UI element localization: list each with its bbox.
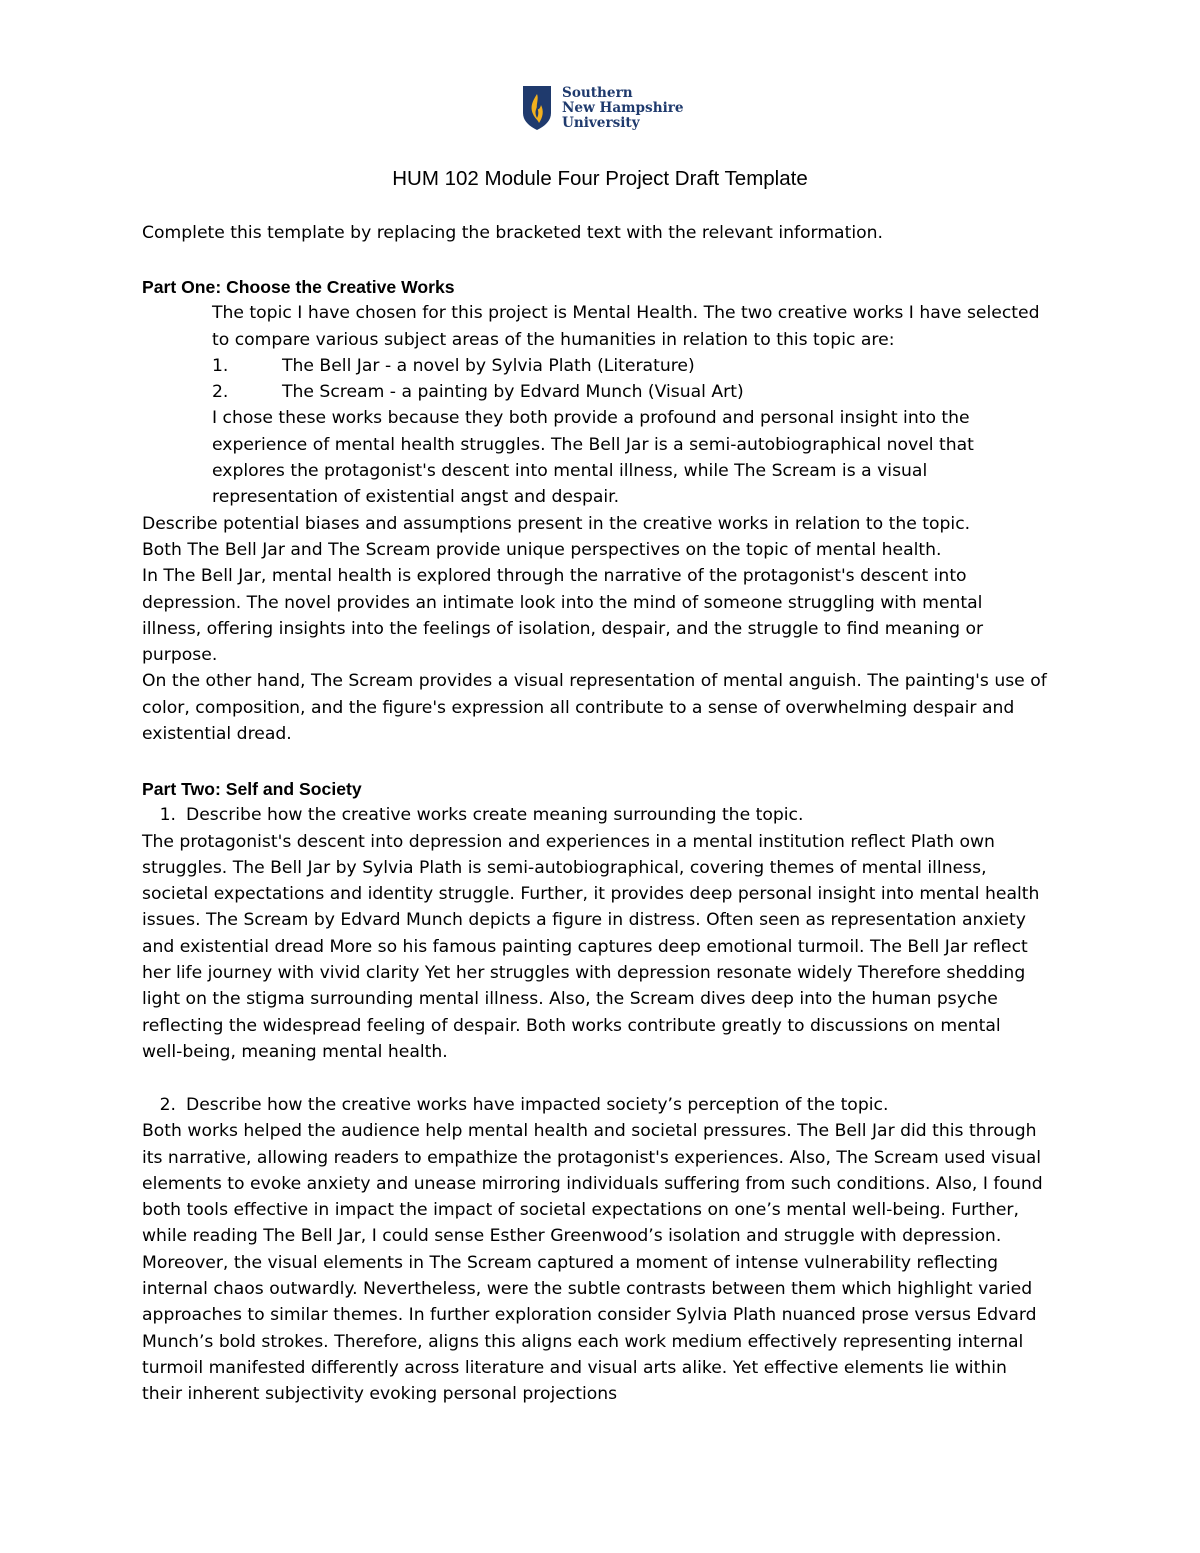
answer-line: The protagonist's descent into depression and experiences in a mental institution reflect Plath own [142,831,995,852]
answer-line: its narrative, allowing readers to empathize the protagonist's experiences. Also, The Scream used visual [142,1147,1042,1168]
bias-line: purpose. [142,645,218,666]
bias-line: existential dread. [142,724,292,745]
logo-line-3: University [562,114,640,131]
answer-line: her life journey with vivid clarity Yet her struggles with depression resonate widely Therefore shedding [142,963,1026,984]
work-item [142,379,1072,405]
logo-line-2: New Hampshire [562,99,684,116]
answer-line: approaches to similar themes. In further exploration consider Sylvia Plath nuanced prose versus Edvard [142,1305,1037,1326]
work-text: The Scream - a painting by Edvard Munch (Visual Art) [282,382,744,403]
intro-line: to compare various subject areas of the humanities in relation to this topic are: [212,329,895,350]
reason-line: explores the protagonist's descent into mental illness, while The Scream is a visual [212,461,928,482]
part-one-section [142,274,1072,747]
bias-line: Describe potential biases and assumptions present in the creative works in relation to the topic. [142,513,971,534]
logo-text [562,86,684,131]
work-item [142,353,1072,379]
bias-line: depression. The novel provides an intimate look into the mind of someone struggling with mental [142,592,983,613]
university-logo [522,84,684,132]
answer-line: light on the stigma surrounding mental illness. Also, the Scream dives deep into the human psyche [142,989,998,1010]
intro-line: The topic I have chosen for this project is Mental Health. The two creative works I have selected [212,303,1040,324]
reason-line: experience of mental health struggles. The Bell Jar is a semi-autobiographical novel that [212,434,974,455]
bias-line: color, composition, and the figure's expression all contribute to a sense of overwhelming despair and [142,697,1015,718]
bias-line: Both The Bell Jar and The Scream provide unique perspectives on the topic of mental health. [142,539,942,560]
question-text: Describe how the creative works have impacted society’s perception of the topic. [186,1095,889,1115]
answer-line: Moreover, the visual elements in The Scream captured a moment of intense vulnerability reflecting [142,1252,998,1273]
work-text: The Bell Jar - a novel by Sylvia Plath (Literature) [282,355,695,376]
answer-line: issues. The Scream by Edvard Munch depicts a figure in distress. Often seen as representation anxiety [142,910,1026,931]
document-title: HUM 102 Module Four Project Draft Template [392,167,808,190]
question-2-prompt [142,1092,1072,1118]
answer-line: while reading The Bell Jar, I could sense Esther Greenwood’s isolation and struggle with depression. [142,1226,1002,1247]
part-two-section [142,776,1072,1065]
answer-line: and existential dread More so his famous painting captures deep emotional turmoil. The Bell Jar reflect [142,936,1028,957]
answer-line: their inherent subjectivity evoking personal projections [142,1384,618,1405]
reason-line: representation of existential angst and despair. [212,487,620,508]
question-text: Describe how the creative works create meaning surrounding the topic. [186,805,804,826]
shield-flame-icon [522,85,552,131]
logo-line-1: Southern [562,84,633,101]
part-two-heading: Part Two: Self and Society [142,779,362,799]
instructions-block [142,220,1072,246]
answer-line: Munch’s bold strokes. Therefore, aligns this aligns each work medium effectively representing internal [142,1331,1024,1352]
bias-line: On the other hand, The Scream provides a visual representation of mental anguish. The painting's use of [142,671,1047,692]
answer-line: struggles. The Bell Jar by Sylvia Plath is semi-autobiographical, covering themes of mental illness, [142,857,987,878]
answer-line: turmoil manifested differently across literature and visual arts alike. Yet effective elements lie within [142,1357,1007,1378]
work-number: 2. [212,382,229,403]
question-2-section [142,1092,1072,1408]
answer-line: reflecting the widespread feeling of despair. Both works contribute greatly to discussions on mental [142,1015,1001,1036]
answer-line: elements to evoke anxiety and unease mirroring individuals suffering from such conditions. Also, I found [142,1173,1043,1194]
answer-line: both tools effective in impact the impact of societal expectations on one’s mental well-being. Further, [142,1200,1019,1221]
part-one-heading: Part One: Choose the Creative Works [142,277,455,297]
work-number: 1. [212,355,229,376]
question-1-prompt [142,802,1072,828]
instructions-text: Complete this template by replacing the bracketed text with the relevant information. [142,223,883,243]
question-number: 1. [159,805,176,826]
reason-line: I chose these works because they both provide a profound and personal insight into the [212,408,970,429]
bias-line: In The Bell Jar, mental health is explored through the narrative of the protagonist's descent into [142,566,967,587]
answer-line: Both works helped the audience help mental health and societal pressures. The Bell Jar did this through [142,1121,1037,1142]
answer-line: internal chaos outwardly. Nevertheless, were the subtle contrasts between them which highlight varied [142,1279,1033,1300]
answer-line: societal expectations and identity struggle. Further, it provides deep personal insight into mental health [142,884,1040,905]
bias-line: illness, offering insights into the feelings of isolation, despair, and the struggle to find meaning or [142,618,984,639]
answer-line: well-being, meaning mental health. [142,1041,448,1062]
question-number: 2. [159,1095,176,1115]
